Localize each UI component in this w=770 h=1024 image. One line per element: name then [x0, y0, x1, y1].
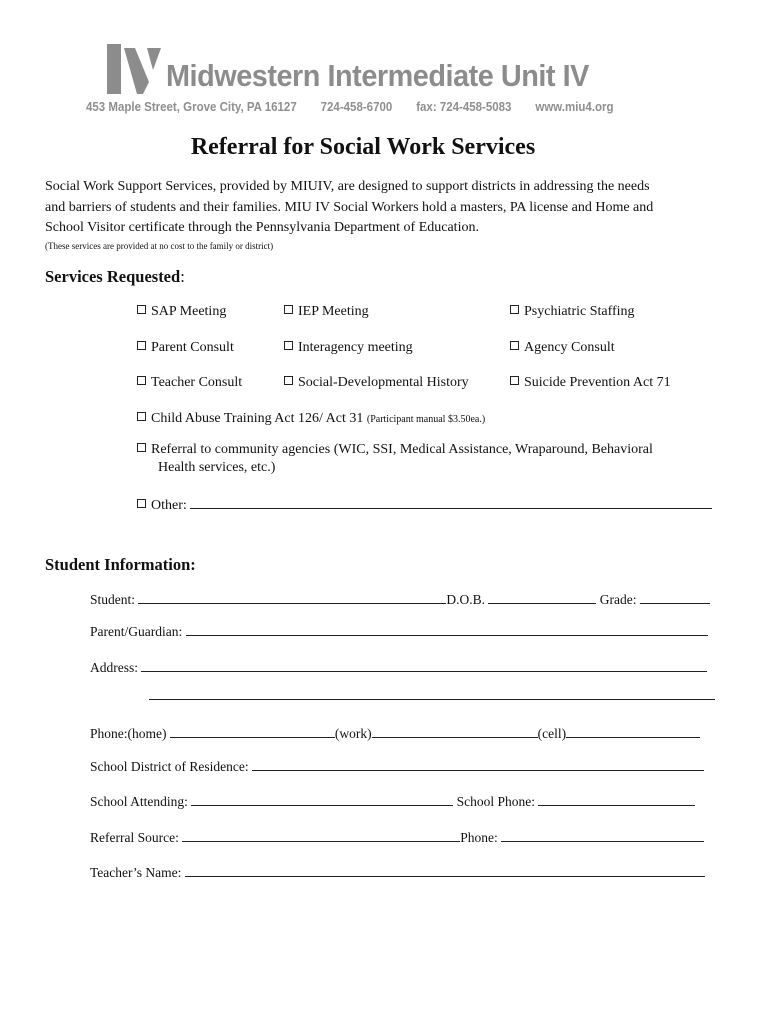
intro-line-1: Social Work Support Services, provided by MIUIV, are designed to support districts in addressing the needs: [45, 179, 650, 194]
referral-source-label: Referral Source:: [90, 830, 179, 845]
row-parent: [90, 623, 708, 640]
district-label: School District of Residence:: [90, 759, 249, 774]
row-phone: [90, 725, 700, 742]
intro-line-3: School Visitor certificate through the Pennsylvania Department of Education.: [45, 220, 479, 235]
checkbox-icon[interactable]: [137, 499, 146, 508]
checkbox-icon[interactable]: [137, 412, 146, 421]
grade-field[interactable]: [640, 591, 710, 604]
option-label: Psychiatric Staffing: [524, 304, 635, 319]
option-label: Agency Consult: [524, 340, 615, 355]
checkbox-icon[interactable]: [137, 341, 146, 350]
checkbox-teacher-consult[interactable]: [137, 375, 242, 391]
referral-phone-label: Phone:: [460, 830, 498, 845]
services-heading-text: Services Requested: [45, 267, 181, 286]
phone-cell-label: (cell): [537, 726, 567, 741]
phone-cell-field[interactable]: [566, 725, 700, 738]
student-name-field[interactable]: [138, 591, 446, 604]
phone-home-label: Phone:(home): [90, 726, 167, 741]
option-label: Child Abuse Training Act 126/ Act 31: [151, 411, 364, 426]
student-label: Student:: [90, 592, 136, 607]
dob-label: D.O.B.: [446, 592, 486, 607]
checkbox-social-developmental-history[interactable]: [284, 375, 469, 391]
org-name: Midwestern Intermediate Unit IV: [166, 58, 589, 93]
row-address: [90, 659, 707, 676]
org-fax: fax: 724-458-5083: [416, 100, 512, 114]
checkbox-other[interactable]: [137, 496, 712, 514]
checkbox-parent-consult[interactable]: [137, 340, 234, 356]
checkbox-icon[interactable]: [510, 341, 519, 350]
parent-guardian-field[interactable]: [186, 623, 708, 636]
option-note: (Participant manual $3.50ea.): [366, 414, 486, 425]
checkbox-agency-consult[interactable]: [510, 340, 615, 356]
option-label: IEP Meeting: [298, 304, 369, 319]
checkbox-icon[interactable]: [137, 305, 146, 314]
checkbox-icon[interactable]: [284, 341, 293, 350]
row-student: [90, 591, 710, 608]
address-field-2[interactable]: [149, 687, 715, 700]
teacher-name-field[interactable]: [185, 864, 705, 877]
row-district: [90, 758, 704, 775]
school-attending-label: School Attending:: [90, 794, 188, 809]
checkbox-icon[interactable]: [510, 305, 519, 314]
checkbox-icon[interactable]: [510, 376, 519, 385]
option-label: Teacher Consult: [151, 375, 243, 390]
org-phone: 724-458-6700: [320, 100, 393, 114]
checkbox-child-abuse-training[interactable]: [137, 411, 485, 427]
grade-label: Grade:: [599, 592, 637, 607]
teacher-label: Teacher’s Name:: [90, 865, 182, 880]
dob-field[interactable]: [488, 591, 596, 604]
option-label: Suicide Prevention Act 71: [524, 375, 671, 390]
services-heading: [45, 267, 185, 287]
checkbox-icon[interactable]: [284, 305, 293, 314]
checkbox-community-referral[interactable]: [137, 442, 653, 458]
checkbox-icon[interactable]: [284, 376, 293, 385]
parent-label: Parent/Guardian:: [90, 624, 183, 639]
phone-home-field[interactable]: [170, 725, 335, 738]
services-heading-colon: :: [180, 267, 185, 286]
school-attending-field[interactable]: [191, 793, 453, 806]
school-phone-field[interactable]: [538, 793, 695, 806]
option-label: Other:: [151, 498, 187, 513]
student-info-heading: Student Information:: [45, 555, 196, 574]
checkbox-sap-meeting[interactable]: [137, 304, 226, 320]
letterhead-contact-line: [86, 100, 614, 114]
option-label: Parent Consult: [151, 340, 234, 355]
intro-line-2: and barriers of students and their families. MIU IV Social Workers hold a masters, PA license and Home and: [45, 200, 654, 215]
checkbox-icon[interactable]: [137, 376, 146, 385]
row-address-2: [149, 687, 715, 704]
intro-note: (These services are provided at no cost to the family or district): [45, 241, 274, 251]
other-field[interactable]: [190, 496, 712, 509]
org-address: 453 Maple Street, Grove City, PA 16127: [86, 100, 297, 114]
miu-logo-mark: [105, 44, 165, 94]
org-website[interactable]: www.miu4.org: [535, 100, 614, 114]
district-field[interactable]: [252, 758, 704, 771]
school-phone-label: School Phone:: [456, 794, 536, 809]
referral-phone-field[interactable]: [501, 829, 704, 842]
checkbox-psychiatric-staffing[interactable]: [510, 304, 635, 320]
option-label: Referral to community agencies (WIC, SSI, Medical Assistance, Wraparound, Behavioral: [151, 442, 653, 457]
row-teacher: [90, 864, 705, 881]
row-referral-source: [90, 829, 704, 846]
checkbox-icon[interactable]: [137, 443, 146, 452]
page-title: Referral for Social Work Services: [190, 134, 536, 160]
checkbox-interagency-meeting[interactable]: [284, 340, 413, 356]
option-label: Social-Developmental History: [298, 375, 469, 390]
community-referral-label-cont: Health services, etc.): [158, 460, 276, 475]
referral-source-field[interactable]: [182, 829, 460, 842]
row-school-attending: [90, 793, 695, 810]
address-field-1[interactable]: [141, 659, 707, 672]
phone-work-label: (work): [334, 726, 372, 741]
address-label: Address:: [90, 660, 138, 675]
checkbox-suicide-prevention[interactable]: [510, 375, 671, 391]
option-label: SAP Meeting: [151, 304, 227, 319]
option-label: Interagency meeting: [298, 340, 413, 355]
checkbox-iep-meeting[interactable]: [284, 304, 369, 320]
phone-work-field[interactable]: [372, 725, 538, 738]
